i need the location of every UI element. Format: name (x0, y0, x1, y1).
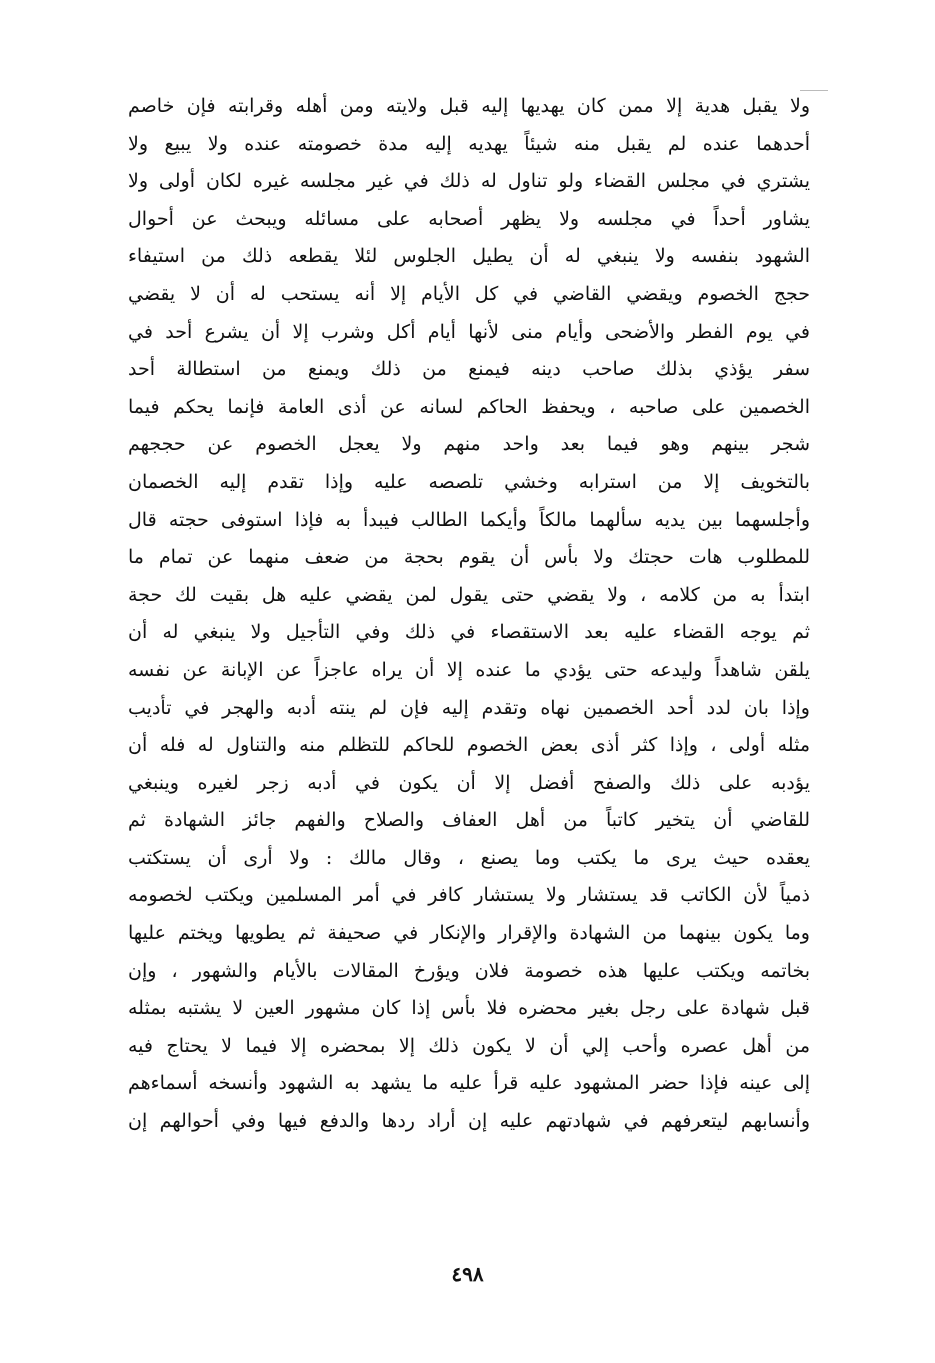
text-line: إلى عينه فإذا حضر المشهود عليه قرأ عليه ما يشهد به الشهود وأنسخه أسماءهم (128, 1072, 810, 1095)
text-line: مثله أولى ، وإذا كثر أذى بعض الخصوم للحاكم للتظلم منه والتناول له فله أن (128, 734, 810, 757)
text-line: يشتري في مجلس القضاء ولو تناول له ذلك في غير مجلسه غيره لكان أولى ولا (128, 170, 810, 193)
text-line: وإذا بان لدد أحد الخصمين نهاه وتقدم إليه فإن لم ينته أدبه والهجر في تأديب (128, 696, 810, 719)
text-line: سفر يؤذي بذلك صاحب دينه فيمنع من ذلك ويمنع من استطالة أحد (128, 358, 810, 381)
text-line: يشاور أحداً في مجلسه ولا يظهر أصحابه على مسائله ويبحث عن أحوال (128, 207, 810, 230)
text-line: ذمياً لأن الكاتب قد يستشار ولا يستشار كافر في أمر المسلمين ويكتب لخصومه (128, 884, 810, 907)
text-line: يؤدبه على ذلك والصفح أفضل إلا أن يكون في أدبه زجر لغيره وينبغي (128, 771, 810, 794)
text-line: يعقده حيث يرى ما يكتب وما يصنع ، وقال مالك : ولا أرى أن يستكتب (128, 846, 810, 869)
body-text (128, 88, 810, 1141)
text-line: ابتدأ به من كلامه ، ولا يقضي حتى يقول لمن يقضي عليه هل بقيت لك حجة (128, 583, 810, 606)
text-line: بخاتمه ويكتب عليها هذه خصومة فلان ويؤرخ المقالات بالأيام والشهور ، وإن (128, 959, 810, 982)
text-line: حجج الخصوم ويقضي القاضي في كل الأيام إلا أنه يستحب له أن لا يقضي (128, 282, 810, 305)
text-line: في يوم الفطر والأضحى وأيام منى لأنها أيام أكل وشرب إلا أن يشرع أحد في (128, 320, 810, 343)
text-line: قبل شهادة على رجل بغير محضره فلا بأس إذا كان مشهور العين لا يشتبه بمثله (128, 997, 810, 1020)
text-line: للقاضي أن يتخير كاتباً من أهل العفاف والصلاح والفهم جائز الشهادة ثم (128, 809, 810, 832)
text-line: يلقن شاهداً وليدعه حتى يؤدي ما عنده إلا أن يراه عاجزاً عن الإبانة عن نفسه (128, 658, 810, 681)
text-line: الخصمين على صاحبه ، ويحفظ الحاكم لسانه عن أذى العامة فإنما يحكم فيما (128, 395, 810, 418)
text-line: بالتخويف إلا من استرابه وخشي تلصصه عليه وإذا تقدم إليه الخصمان (128, 470, 810, 493)
page-number: ٤٩٨ (451, 1262, 484, 1286)
text-line: أحدهما عنده لم يقبل منه شيئاً يهديه إليه مدة خصومته عنده ولا يبيع ولا (128, 132, 810, 155)
text-line: ولا يقبل هدية إلا ممن كان يهديها إليه قبل ولايته ومن أهله وقرابته فإن خاصم (128, 95, 810, 117)
text-line: من أهل عصره وأحب إلي أن لا يكون ذلك إلا بمحضره إلا فيما لا يحتاج فيه (128, 1034, 810, 1057)
text-line: للمطلوب هات حجتك ولا بأس أن يقوم بحجة من ضعف منهما عن تمام ما (128, 546, 810, 569)
text-line: وأنسابهم ليتعرفهم في شهادتهم عليه إن أراد ردها والدفع فيها وفي أحوالهم إن (128, 1110, 810, 1133)
text-line: ثم يوجه القضاء عليه بعد الاستقصاء في ذلك وفي التأجيل ولا ينبغي له أن (128, 621, 810, 644)
text-line: وما يكون بينهما من الشهادة والإقرار والإنكار في صحيفة ثم يطويها ويختم عليها (128, 922, 810, 945)
text-line: الشهود بنفسه ولا ينبغي له أن يطيل الجلوس لئلا يقطعه ذلك من استيفاء (128, 245, 810, 268)
text-line: شجر بينهم وهو فيما بعد واحد منهم ولا يعجل الخصوم عن حججهم (128, 433, 810, 456)
text-line: وأجلسهما بين يديه سألهما مالكاً وأيكما الطالب فيبدأ به فإذا استوفى حجته قال (128, 508, 810, 531)
